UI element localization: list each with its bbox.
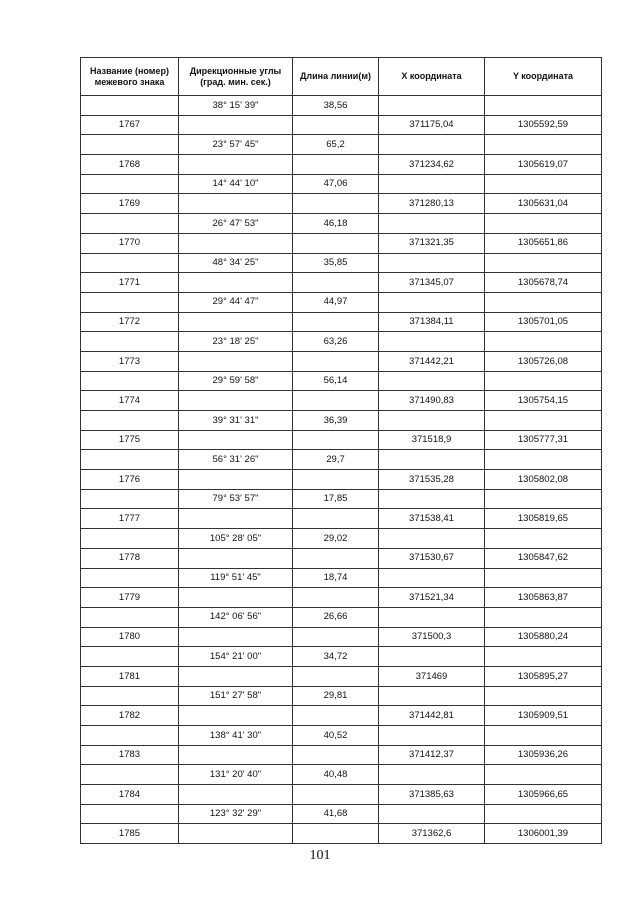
line-length-cell: 34,72 — [293, 647, 379, 667]
line-length-cell: 38,56 — [293, 96, 379, 116]
y-coordinate-cell — [485, 411, 602, 431]
line-length-cell: 47,06 — [293, 174, 379, 194]
direction-angle-cell: 79° 53' 57" — [179, 489, 293, 509]
y-coordinate-cell: 1305592,59 — [485, 115, 602, 135]
line-length-cell: 46,18 — [293, 214, 379, 234]
direction-angle-cell: 48° 34' 25" — [179, 253, 293, 273]
line-length-cell — [293, 824, 379, 844]
table-row — [81, 332, 602, 352]
table-row — [81, 273, 602, 293]
x-coordinate-cell — [379, 411, 485, 431]
table-row — [81, 194, 602, 214]
y-coordinate-cell: 1305701,05 — [485, 312, 602, 332]
header-x-coordinate: X координата — [379, 58, 485, 96]
x-coordinate-cell — [379, 529, 485, 549]
x-coordinate-cell: 371469 — [379, 666, 485, 686]
line-length-cell — [293, 273, 379, 293]
direction-angle-cell — [179, 470, 293, 490]
marker-name-cell: 1778 — [81, 548, 179, 568]
line-length-cell: 36,39 — [293, 411, 379, 431]
table-row — [81, 253, 602, 273]
direction-angle-cell: 23° 57' 45" — [179, 135, 293, 155]
y-coordinate-cell — [485, 214, 602, 234]
y-coordinate-cell — [485, 332, 602, 352]
marker-name-cell: 1781 — [81, 666, 179, 686]
x-coordinate-cell: 371518,9 — [379, 430, 485, 450]
line-length-cell: 26,66 — [293, 607, 379, 627]
y-coordinate-cell — [485, 489, 602, 509]
y-coordinate-cell: 1305619,07 — [485, 155, 602, 175]
line-length-cell: 18,74 — [293, 568, 379, 588]
direction-angle-cell — [179, 430, 293, 450]
y-coordinate-cell: 1306001,39 — [485, 824, 602, 844]
coordinates-table-container — [80, 57, 601, 844]
x-coordinate-cell: 371530,67 — [379, 548, 485, 568]
y-coordinate-cell: 1305895,27 — [485, 666, 602, 686]
y-coordinate-cell: 1305678,74 — [485, 273, 602, 293]
marker-name-cell: 1769 — [81, 194, 179, 214]
y-coordinate-cell: 1305819,65 — [485, 509, 602, 529]
x-coordinate-cell — [379, 96, 485, 116]
table-row — [81, 96, 602, 116]
direction-angle-cell — [179, 824, 293, 844]
x-coordinate-cell — [379, 765, 485, 785]
direction-angle-cell — [179, 351, 293, 371]
direction-angle-cell: 154° 21' 00" — [179, 647, 293, 667]
x-coordinate-cell — [379, 253, 485, 273]
marker-name-cell — [81, 529, 179, 549]
marker-name-cell — [81, 292, 179, 312]
y-coordinate-cell: 1305966,65 — [485, 785, 602, 805]
line-length-cell — [293, 470, 379, 490]
x-coordinate-cell: 371362,6 — [379, 824, 485, 844]
y-coordinate-cell — [485, 292, 602, 312]
table-row — [81, 666, 602, 686]
table-row — [81, 765, 602, 785]
direction-angle-cell: 123° 32' 29" — [179, 804, 293, 824]
line-length-cell: 40,52 — [293, 726, 379, 746]
marker-name-cell — [81, 174, 179, 194]
x-coordinate-cell — [379, 135, 485, 155]
header-line-length: Длина линии(м) — [293, 58, 379, 96]
table-row — [81, 371, 602, 391]
x-coordinate-cell — [379, 332, 485, 352]
x-coordinate-cell — [379, 174, 485, 194]
table-row — [81, 647, 602, 667]
x-coordinate-cell — [379, 450, 485, 470]
table-row — [81, 292, 602, 312]
page-number: 101 — [309, 848, 331, 863]
table-row — [81, 726, 602, 746]
line-length-cell — [293, 785, 379, 805]
x-coordinate-cell: 371175,04 — [379, 115, 485, 135]
y-coordinate-cell — [485, 804, 602, 824]
marker-name-cell: 1785 — [81, 824, 179, 844]
table-row — [81, 312, 602, 332]
line-length-cell — [293, 430, 379, 450]
y-coordinate-cell — [485, 568, 602, 588]
marker-name-cell: 1783 — [81, 745, 179, 765]
x-coordinate-cell: 371234,62 — [379, 155, 485, 175]
x-coordinate-cell: 371538,41 — [379, 509, 485, 529]
table-row — [81, 607, 602, 627]
marker-name-cell — [81, 135, 179, 155]
direction-angle-cell — [179, 509, 293, 529]
line-length-cell — [293, 155, 379, 175]
x-coordinate-cell: 371345,07 — [379, 273, 485, 293]
x-coordinate-cell: 371412,37 — [379, 745, 485, 765]
y-coordinate-cell: 1305802,08 — [485, 470, 602, 490]
y-coordinate-cell: 1305936,26 — [485, 745, 602, 765]
table-row — [81, 745, 602, 765]
marker-name-cell — [81, 647, 179, 667]
x-coordinate-cell: 371280,13 — [379, 194, 485, 214]
marker-name-cell: 1779 — [81, 588, 179, 608]
direction-angle-cell: 131° 20' 40" — [179, 765, 293, 785]
table-row — [81, 785, 602, 805]
marker-name-cell — [81, 489, 179, 509]
table-row — [81, 135, 602, 155]
line-length-cell: 29,7 — [293, 450, 379, 470]
y-coordinate-cell — [485, 607, 602, 627]
direction-angle-cell: 38° 15' 39" — [179, 96, 293, 116]
table-row — [81, 686, 602, 706]
marker-name-cell: 1771 — [81, 273, 179, 293]
y-coordinate-cell — [485, 450, 602, 470]
direction-angle-cell: 14° 44' 10" — [179, 174, 293, 194]
direction-angle-cell — [179, 666, 293, 686]
x-coordinate-cell — [379, 726, 485, 746]
direction-angle-cell: 29° 44' 47" — [179, 292, 293, 312]
x-coordinate-cell: 371490,83 — [379, 391, 485, 411]
coordinates-table — [80, 57, 602, 844]
marker-name-cell — [81, 450, 179, 470]
direction-angle-cell — [179, 155, 293, 175]
x-coordinate-cell — [379, 804, 485, 824]
y-coordinate-cell — [485, 726, 602, 746]
direction-angle-cell: 119° 51' 45" — [179, 568, 293, 588]
table-row — [81, 529, 602, 549]
y-coordinate-cell — [485, 174, 602, 194]
line-length-cell — [293, 194, 379, 214]
direction-angle-cell — [179, 194, 293, 214]
x-coordinate-cell — [379, 607, 485, 627]
x-coordinate-cell — [379, 292, 485, 312]
marker-name-cell — [81, 371, 179, 391]
direction-angle-cell: 142° 06' 56" — [179, 607, 293, 627]
line-length-cell: 65,2 — [293, 135, 379, 155]
line-length-cell — [293, 706, 379, 726]
line-length-cell: 40,48 — [293, 765, 379, 785]
table-row — [81, 214, 602, 234]
table-row — [81, 706, 602, 726]
x-coordinate-cell: 371442,21 — [379, 351, 485, 371]
x-coordinate-cell: 371535,28 — [379, 470, 485, 490]
direction-angle-cell — [179, 233, 293, 253]
y-coordinate-cell — [485, 371, 602, 391]
direction-angle-cell — [179, 785, 293, 805]
line-length-cell — [293, 233, 379, 253]
table-row — [81, 430, 602, 450]
direction-angle-cell: 138° 41' 30" — [179, 726, 293, 746]
marker-name-cell: 1770 — [81, 233, 179, 253]
line-length-cell: 17,85 — [293, 489, 379, 509]
marker-name-cell — [81, 726, 179, 746]
line-length-cell — [293, 666, 379, 686]
y-coordinate-cell: 1305777,31 — [485, 430, 602, 450]
marker-name-cell: 1772 — [81, 312, 179, 332]
table-header-row — [81, 58, 602, 96]
line-length-cell: 29,81 — [293, 686, 379, 706]
line-length-cell — [293, 509, 379, 529]
y-coordinate-cell — [485, 253, 602, 273]
header-marker-name: Название (номер) межевого знака — [81, 58, 179, 96]
table-row — [81, 450, 602, 470]
line-length-cell — [293, 745, 379, 765]
x-coordinate-cell: 371385,63 — [379, 785, 485, 805]
y-coordinate-cell — [485, 529, 602, 549]
direction-angle-cell: 56° 31' 26" — [179, 450, 293, 470]
table-row — [81, 411, 602, 431]
x-coordinate-cell — [379, 647, 485, 667]
table-row — [81, 824, 602, 844]
x-coordinate-cell: 371521,34 — [379, 588, 485, 608]
y-coordinate-cell: 1305863,87 — [485, 588, 602, 608]
marker-name-cell: 1777 — [81, 509, 179, 529]
line-length-cell: 63,26 — [293, 332, 379, 352]
y-coordinate-cell: 1305909,51 — [485, 706, 602, 726]
marker-name-cell: 1773 — [81, 351, 179, 371]
line-length-cell: 29,02 — [293, 529, 379, 549]
marker-name-cell — [81, 411, 179, 431]
x-coordinate-cell: 371500,3 — [379, 627, 485, 647]
table-row — [81, 155, 602, 175]
y-coordinate-cell: 1305651,86 — [485, 233, 602, 253]
direction-angle-cell — [179, 548, 293, 568]
table-row — [81, 588, 602, 608]
marker-name-cell: 1780 — [81, 627, 179, 647]
direction-angle-cell: 29° 59' 58" — [179, 371, 293, 391]
marker-name-cell: 1767 — [81, 115, 179, 135]
x-coordinate-cell — [379, 568, 485, 588]
marker-name-cell — [81, 332, 179, 352]
y-coordinate-cell — [485, 135, 602, 155]
table-row — [81, 391, 602, 411]
y-coordinate-cell — [485, 647, 602, 667]
table-row — [81, 509, 602, 529]
direction-angle-cell — [179, 627, 293, 647]
direction-angle-cell — [179, 115, 293, 135]
table-row — [81, 233, 602, 253]
x-coordinate-cell — [379, 371, 485, 391]
y-coordinate-cell — [485, 765, 602, 785]
direction-angle-cell — [179, 706, 293, 726]
x-coordinate-cell: 371321,35 — [379, 233, 485, 253]
direction-angle-cell — [179, 745, 293, 765]
y-coordinate-cell: 1305726,08 — [485, 351, 602, 371]
direction-angle-cell — [179, 273, 293, 293]
table-row — [81, 351, 602, 371]
marker-name-cell: 1768 — [81, 155, 179, 175]
marker-name-cell — [81, 765, 179, 785]
marker-name-cell — [81, 568, 179, 588]
marker-name-cell — [81, 214, 179, 234]
line-length-cell: 44,97 — [293, 292, 379, 312]
line-length-cell — [293, 627, 379, 647]
y-coordinate-cell: 1305631,04 — [485, 194, 602, 214]
x-coordinate-cell — [379, 489, 485, 509]
y-coordinate-cell: 1305754,15 — [485, 391, 602, 411]
line-length-cell — [293, 391, 379, 411]
x-coordinate-cell — [379, 214, 485, 234]
table-row — [81, 804, 602, 824]
x-coordinate-cell: 371442,81 — [379, 706, 485, 726]
x-coordinate-cell — [379, 686, 485, 706]
direction-angle-cell: 39° 31' 31" — [179, 411, 293, 431]
direction-angle-cell: 23° 18' 25" — [179, 332, 293, 352]
table-row — [81, 568, 602, 588]
table-row — [81, 174, 602, 194]
table-row — [81, 627, 602, 647]
table-row — [81, 548, 602, 568]
y-coordinate-cell — [485, 686, 602, 706]
direction-angle-cell — [179, 312, 293, 332]
marker-name-cell — [81, 96, 179, 116]
y-coordinate-cell: 1305880,24 — [485, 627, 602, 647]
x-coordinate-cell: 371384,11 — [379, 312, 485, 332]
marker-name-cell — [81, 607, 179, 627]
table-row — [81, 470, 602, 490]
direction-angle-cell — [179, 588, 293, 608]
marker-name-cell — [81, 804, 179, 824]
line-length-cell: 35,85 — [293, 253, 379, 273]
line-length-cell — [293, 115, 379, 135]
marker-name-cell: 1774 — [81, 391, 179, 411]
table-body — [81, 96, 602, 844]
direction-angle-cell — [179, 391, 293, 411]
line-length-cell — [293, 351, 379, 371]
marker-name-cell: 1775 — [81, 430, 179, 450]
direction-angle-cell: 26° 47' 53" — [179, 214, 293, 234]
table-row — [81, 489, 602, 509]
line-length-cell — [293, 548, 379, 568]
y-coordinate-cell — [485, 96, 602, 116]
marker-name-cell — [81, 686, 179, 706]
y-coordinate-cell: 1305847,62 — [485, 548, 602, 568]
direction-angle-cell: 151° 27' 58" — [179, 686, 293, 706]
marker-name-cell: 1784 — [81, 785, 179, 805]
line-length-cell — [293, 588, 379, 608]
marker-name-cell: 1776 — [81, 470, 179, 490]
marker-name-cell: 1782 — [81, 706, 179, 726]
line-length-cell: 56,14 — [293, 371, 379, 391]
direction-angle-cell: 105° 28' 05" — [179, 529, 293, 549]
marker-name-cell — [81, 253, 179, 273]
table-row — [81, 115, 602, 135]
header-direction-angle: Дирекционные углы (град. мин. сек.) — [179, 58, 293, 96]
line-length-cell — [293, 312, 379, 332]
line-length-cell: 41,68 — [293, 804, 379, 824]
header-y-coordinate: Y координата — [485, 58, 602, 96]
